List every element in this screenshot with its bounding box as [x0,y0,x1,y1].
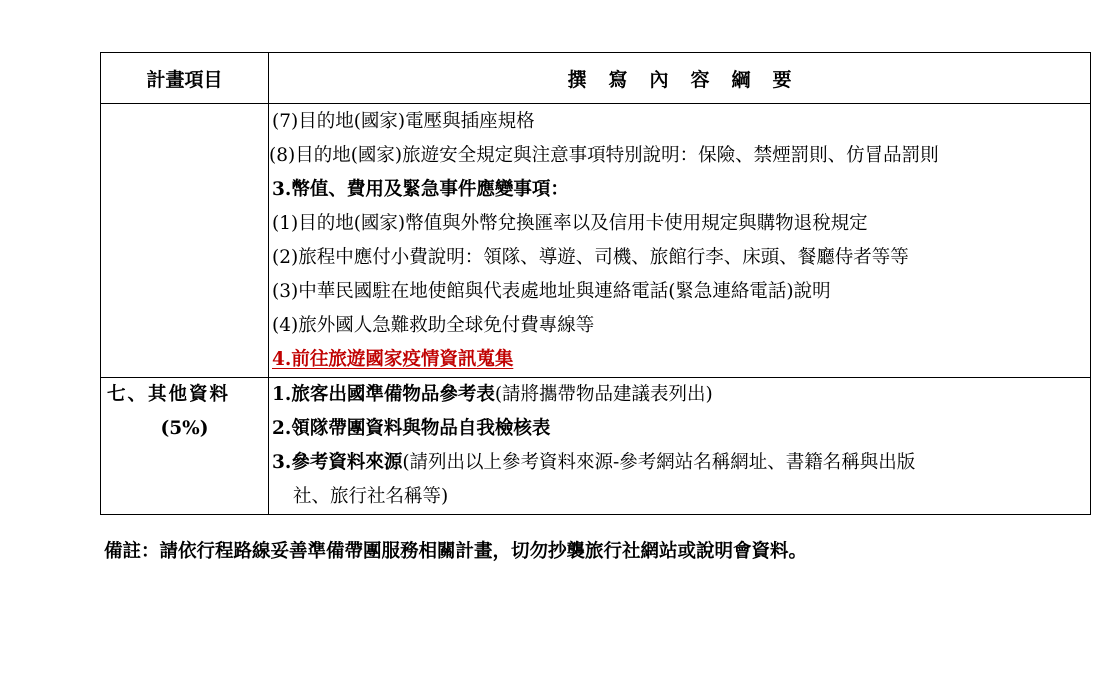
table-row [101,104,1091,378]
section-heading: 3.幣值、費用及緊急事件應變事項： [272,179,569,200]
header-plan-item: 計畫項目 [101,53,269,104]
item-title: 1.旅客出國準備物品參考表 [272,384,495,405]
table-header-row [101,53,1091,104]
item-note: (請將攜帶物品建議表列出) [494,384,713,405]
content-line: (3)中華民國駐在地使館與代表處地址與連絡電話(緊急連絡電話)說明 [272,281,831,302]
content-line: (8)目的地(國家)旅遊安全規定與注意事項特別說明：保險、禁煙罰則、仿冒品罰則 [269,145,939,166]
content-line: (2)旅程中應付小費說明：領隊、導遊、司機、旅館行李、床頭、餐廳侍者等等 [272,247,909,268]
section-percent: (5%) [160,418,209,439]
item-note-continued: 社、旅行社名稱等) [293,486,449,507]
content-line: (7)目的地(國家)電壓與插座規格 [272,111,535,132]
row1-content-cell [269,104,1091,378]
content-line: (1)目的地(國家)幣值與外幣兌換匯率以及信用卡使用規定與購物退稅規定 [272,213,868,234]
footnote: 備註：請依行程路線妥善準備帶團服務相關計畫，切勿抄襲旅行社網站或說明會資料。 [104,541,808,562]
row1-item-cell [101,104,269,378]
header-content-outline: 撰寫內容綱要 [269,53,1091,104]
row2-item-cell [101,378,269,515]
plan-table [100,52,1091,515]
row2-content-cell [269,378,1091,515]
section-title: 七、其他資料 [107,384,231,405]
table-row [101,378,1091,515]
item-title: 2.領隊帶團資料與物品自我檢核表 [272,418,551,439]
item-note: (請列出以上參考資料來源-參考網站名稱網址、書籍名稱與出版 [402,452,916,473]
item-title: 3.參考資料來源 [272,452,403,473]
highlight-heading: 4.前往旅遊國家疫情資訊蒐集 [272,349,514,370]
content-line: (4)旅外國人急難救助全球免付費專線等 [272,315,595,336]
